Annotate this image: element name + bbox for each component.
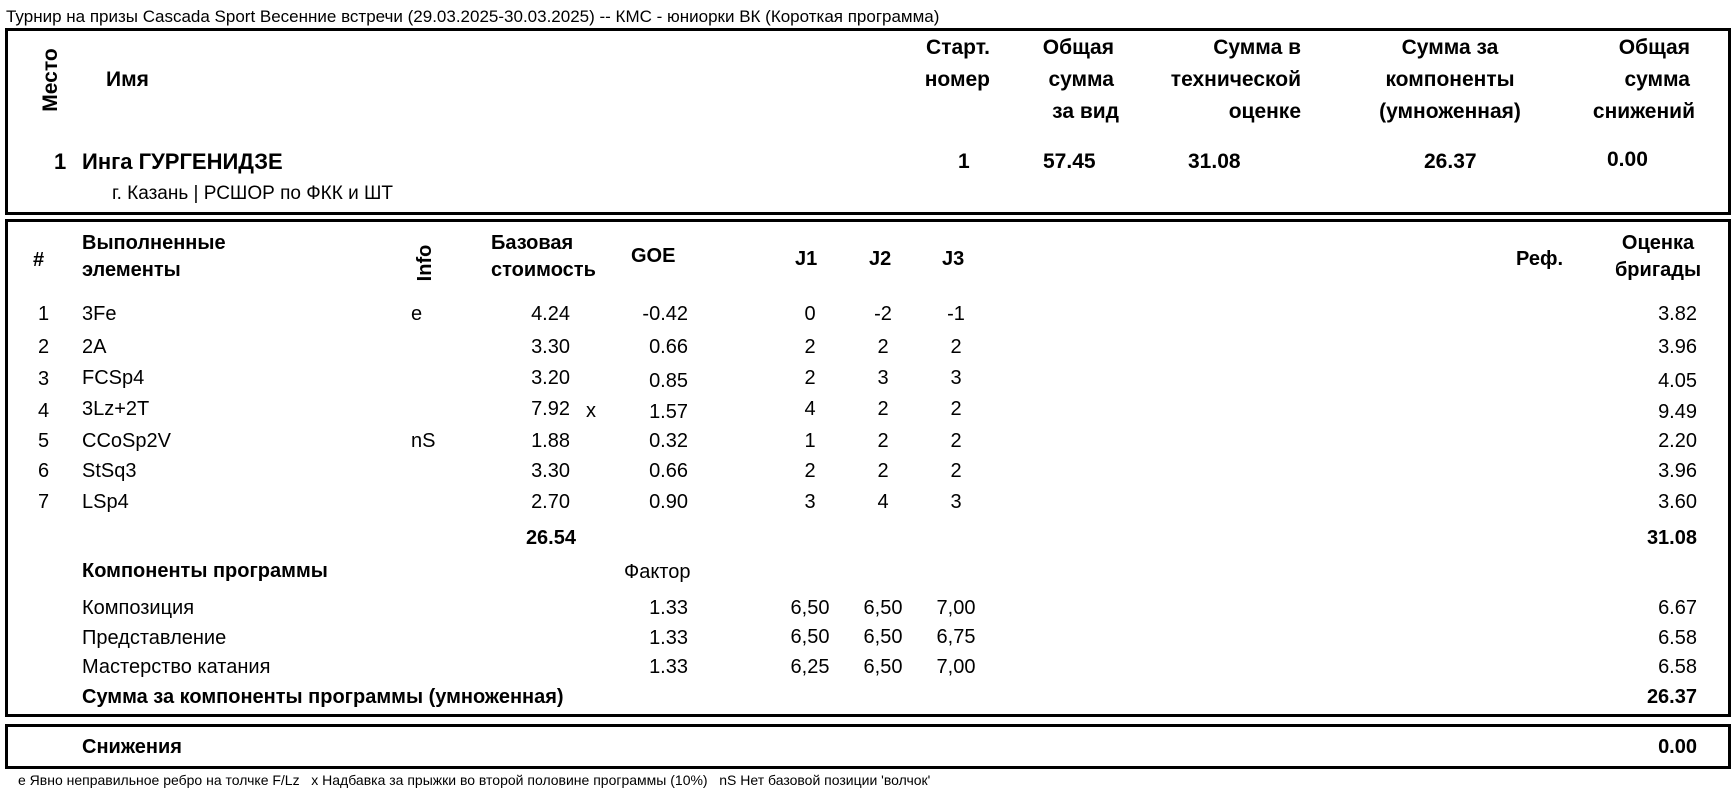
header-deductions-line3: снижений bbox=[1592, 100, 1695, 123]
row-j3: 2 bbox=[950, 430, 962, 452]
row-info: e bbox=[411, 303, 423, 325]
col-header-info: Info bbox=[414, 244, 436, 282]
header-tes-line1: Сумма в bbox=[1213, 36, 1301, 59]
row-j2: 4 bbox=[877, 491, 889, 513]
row-j3: 2 bbox=[950, 460, 962, 482]
col-header-elements bbox=[82, 230, 226, 284]
component-j3: 6,75 bbox=[936, 626, 976, 648]
header-total-line2: сумма bbox=[1048, 68, 1114, 91]
component-score: 6.58 bbox=[1658, 627, 1697, 649]
row-j3: 3 bbox=[950, 491, 962, 513]
skater-start-no: 1 bbox=[958, 150, 970, 173]
row-j1: 4 bbox=[804, 398, 816, 420]
row-num: 6 bbox=[38, 460, 50, 482]
elements-score-total: 31.08 bbox=[1646, 527, 1697, 549]
component-name: Представление bbox=[82, 627, 227, 649]
row-base: 7.92 bbox=[531, 398, 570, 420]
header-total-line3: за вид bbox=[1052, 100, 1119, 123]
component-j1: 6,50 bbox=[790, 626, 830, 648]
header-pcs-line2: компоненты bbox=[1385, 68, 1515, 91]
row-num: 4 bbox=[38, 400, 50, 422]
header-pcs-line3: (умноженная) bbox=[1379, 100, 1521, 123]
component-score: 6.58 bbox=[1658, 656, 1697, 678]
col-header-panel-line2: бригады bbox=[1614, 259, 1702, 281]
row-element: FCSp4 bbox=[82, 367, 145, 389]
row-j3: 2 bbox=[950, 336, 962, 358]
row-j3: 2 bbox=[950, 398, 962, 420]
header-total-line1: Общая bbox=[1042, 36, 1114, 59]
col-header-j1: J1 bbox=[795, 248, 818, 270]
component-j3: 7,00 bbox=[936, 656, 976, 678]
skater-club: г. Казань | РСШОР по ФКК и ШТ bbox=[112, 183, 393, 204]
row-num: 7 bbox=[38, 491, 50, 513]
row-j2: 2 bbox=[877, 430, 889, 452]
row-score: 3.60 bbox=[1658, 491, 1697, 513]
row-element: CCoSp2V bbox=[82, 430, 171, 452]
row-element: 2A bbox=[82, 336, 107, 358]
component-j1: 6,50 bbox=[790, 597, 830, 619]
row-j3: -1 bbox=[947, 303, 965, 325]
row-goe: 0.66 bbox=[649, 336, 688, 358]
header-pcs bbox=[1340, 32, 1560, 128]
header-pcs-line1: Сумма за bbox=[1401, 36, 1499, 59]
row-j1: 2 bbox=[804, 336, 816, 358]
component-factor: 1.33 bbox=[649, 627, 688, 649]
row-score: 9.49 bbox=[1658, 401, 1697, 423]
row-j1: 0 bbox=[804, 303, 816, 325]
page-title: Турнир на призы Cascada Sport Весенние встречи (29.03.2025-30.03.2025) -- КМС - юниорки ВК (Короткая программа) bbox=[6, 7, 940, 26]
component-j2: 6,50 bbox=[863, 626, 903, 648]
row-goe: 0.66 bbox=[649, 460, 688, 482]
row-base: 3.20 bbox=[531, 367, 570, 389]
header-name: Имя bbox=[106, 68, 149, 91]
footnote: e Явно неправильное ребро на толчке F/Lz x Надбавка за прыжки во второй половине программы (10%) nS Нет базовой позиции 'волчок' bbox=[18, 772, 931, 788]
row-j1: 2 bbox=[804, 460, 816, 482]
component-factor: 1.33 bbox=[649, 656, 688, 678]
skater-deductions: 0.00 bbox=[1607, 148, 1648, 171]
row-element: 3Lz+2T bbox=[82, 398, 150, 420]
row-base: 3.30 bbox=[531, 336, 570, 358]
col-header-panel bbox=[1598, 230, 1718, 284]
header-start-no-line1: Старт. bbox=[926, 36, 990, 59]
col-header-j2: J2 bbox=[869, 248, 892, 270]
row-j2: 2 bbox=[877, 336, 889, 358]
col-header-panel-line1: Оценка bbox=[1621, 232, 1695, 254]
row-j2: -2 bbox=[874, 303, 892, 325]
components-title: Компоненты программы bbox=[82, 560, 328, 582]
row-j3: 3 bbox=[950, 367, 962, 389]
row-goe: 0.90 bbox=[649, 491, 688, 513]
col-header-ref: Реф. bbox=[1516, 248, 1564, 270]
col-header-elements-line1: Выполненные bbox=[82, 232, 226, 254]
header-deductions-line1: Общая bbox=[1618, 36, 1690, 59]
row-goe: 1.57 bbox=[649, 401, 688, 423]
row-element: 3Fe bbox=[82, 303, 117, 325]
component-j2: 6,50 bbox=[863, 656, 903, 678]
deductions-value: 0.00 bbox=[1658, 736, 1697, 758]
header-deductions bbox=[1580, 32, 1695, 128]
row-num: 5 bbox=[38, 430, 50, 452]
header-deductions-line2: сумма bbox=[1624, 68, 1690, 91]
header-tes-line3: оценке bbox=[1228, 100, 1301, 123]
deductions-box bbox=[5, 724, 1731, 769]
row-base: 4.24 bbox=[531, 303, 570, 325]
col-header-goe: GOE bbox=[631, 245, 676, 267]
row-j2: 2 bbox=[877, 460, 889, 482]
row-base: 3.30 bbox=[531, 460, 570, 482]
components-factor-label: Фактор bbox=[624, 561, 691, 583]
row-score: 3.82 bbox=[1658, 303, 1697, 325]
row-score: 2.20 bbox=[1658, 430, 1697, 452]
row-goe: 0.85 bbox=[649, 370, 688, 392]
header-total bbox=[1000, 32, 1119, 128]
col-header-base-line1: Базовая bbox=[491, 232, 574, 254]
row-j1: 3 bbox=[804, 491, 816, 513]
elements-base-total: 26.54 bbox=[525, 527, 576, 549]
components-total: 26.37 bbox=[1646, 686, 1697, 708]
row-element: StSq3 bbox=[82, 460, 137, 482]
skater-place: 1 bbox=[54, 149, 67, 174]
skater-tes: 31.08 bbox=[1188, 150, 1241, 173]
components-total-label: Сумма за компоненты программы (умноженная) bbox=[82, 686, 564, 708]
row-j2: 3 bbox=[877, 367, 889, 389]
header-place: Место bbox=[39, 48, 62, 112]
row-j1: 2 bbox=[804, 367, 816, 389]
header-tes-line2: технической bbox=[1170, 68, 1301, 91]
component-j2: 6,50 bbox=[863, 597, 903, 619]
component-factor: 1.33 bbox=[649, 597, 688, 619]
skater-name: Инга ГУРГЕНИДЗЕ bbox=[82, 149, 283, 174]
row-base: 1.88 bbox=[531, 430, 570, 452]
header-start-no bbox=[880, 32, 990, 96]
col-header-j3: J3 bbox=[942, 248, 965, 270]
deductions-label: Снижения bbox=[82, 736, 182, 758]
skater-total: 57.45 bbox=[1043, 150, 1096, 173]
row-num: 3 bbox=[38, 368, 50, 390]
row-num: 2 bbox=[38, 336, 50, 358]
header-start-no-line2: номер bbox=[924, 68, 990, 91]
component-j3: 7,00 bbox=[936, 597, 976, 619]
component-name: Композиция bbox=[82, 597, 195, 619]
component-j1: 6,25 bbox=[790, 656, 830, 678]
skater-pcs: 26.37 bbox=[1424, 150, 1477, 173]
col-header-base bbox=[491, 230, 596, 284]
header-tes bbox=[1130, 32, 1301, 128]
col-header-elements-line2: элементы bbox=[82, 259, 181, 281]
row-goe: 0.32 bbox=[649, 430, 688, 452]
row-element: LSp4 bbox=[82, 491, 129, 513]
row-j1: 1 bbox=[804, 430, 816, 452]
row-score: 4.05 bbox=[1658, 370, 1697, 392]
row-num: 1 bbox=[38, 303, 50, 325]
col-header-base-line2: стоимость bbox=[491, 259, 596, 281]
col-header-num: # bbox=[33, 249, 45, 271]
component-score: 6.67 bbox=[1658, 597, 1697, 619]
row-j2: 2 bbox=[877, 398, 889, 420]
row-score: 3.96 bbox=[1658, 336, 1697, 358]
row-bonus: x bbox=[586, 400, 596, 422]
row-score: 3.96 bbox=[1658, 460, 1697, 482]
component-name: Мастерство катания bbox=[82, 656, 271, 678]
row-base: 2.70 bbox=[531, 491, 570, 513]
row-goe: -0.42 bbox=[642, 303, 688, 325]
row-info: nS bbox=[411, 430, 436, 452]
